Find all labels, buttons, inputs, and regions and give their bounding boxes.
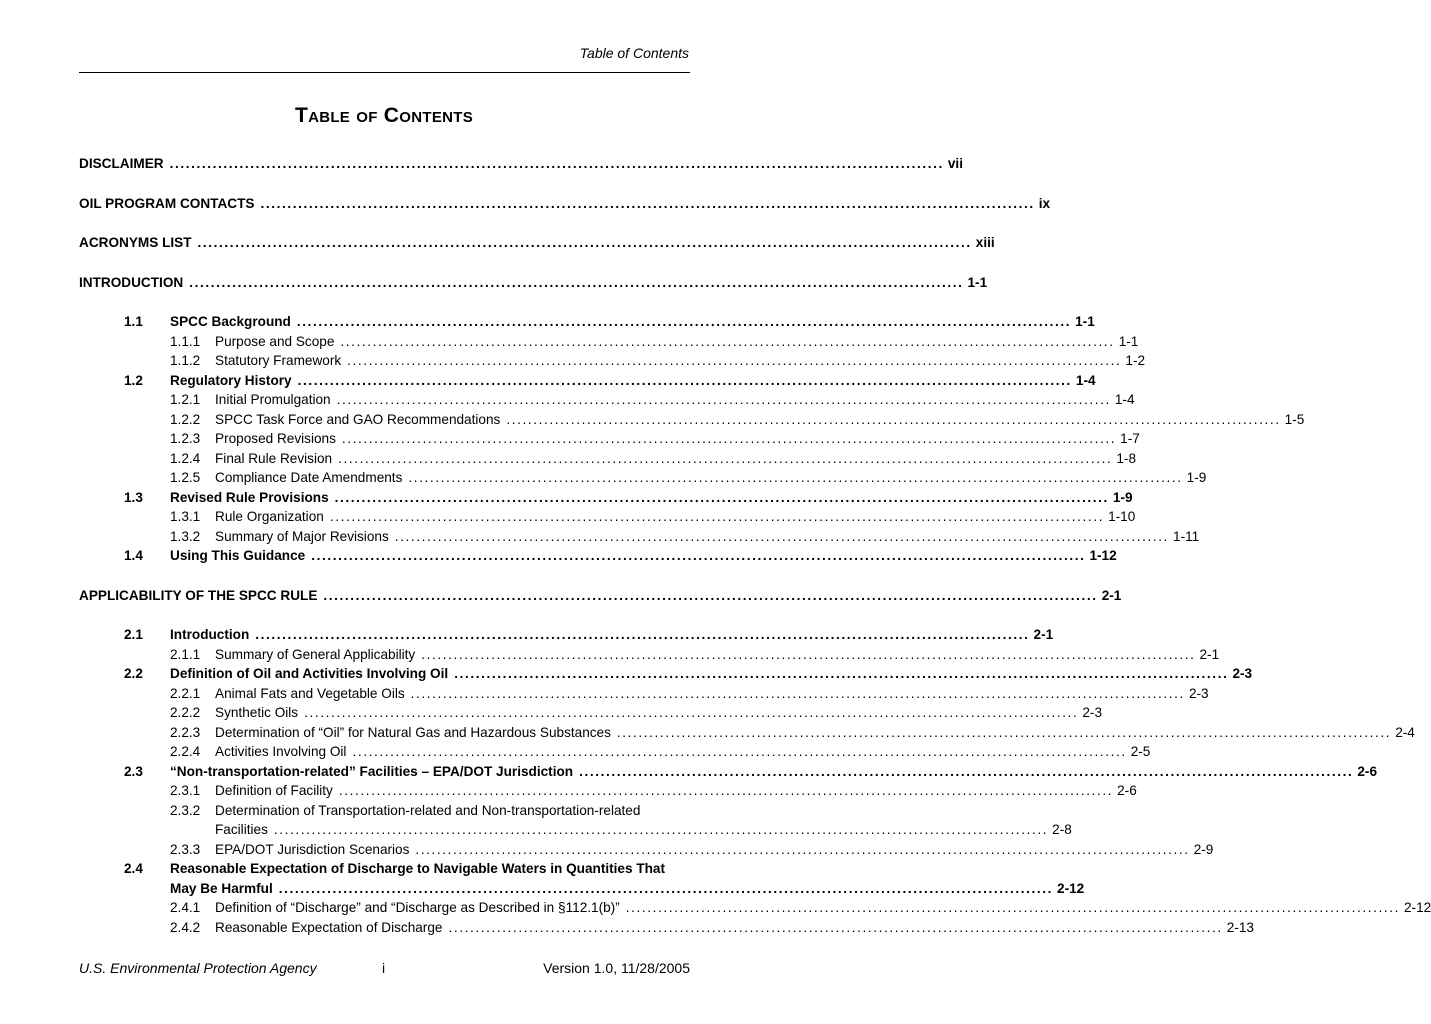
toc-page-number: 1-1 [1075, 314, 1095, 329]
section-number: 1.3 [124, 489, 143, 505]
toc-entry-text: Reasonable Expectation of Discharge [215, 919, 443, 935]
toc-page-number: 1-7 [1120, 431, 1140, 446]
toc-entry-text: DISCLAIMER [79, 156, 164, 171]
toc-entry-text: Summary of Major Revisions [215, 528, 389, 544]
section-number: 1.3.2 [170, 528, 201, 544]
running-header-title: Table of Contents [579, 45, 689, 61]
toc-page-number: 2-6 [1357, 763, 1378, 779]
section-number: 1.3.1 [170, 509, 201, 524]
dot-leader: ................................................................................................................................................ [415, 841, 1190, 857]
toc-entry-text: Determination of “Oil” for Natural Gas and Hazardous Substances [215, 724, 611, 740]
section-number: 2.3 [124, 763, 143, 779]
dot-leader: ................................................................................................................................................ [297, 372, 1072, 388]
toc-entry-text: INTRODUCTION [79, 274, 184, 290]
toc-entry-text: OIL PROGRAM CONTACTS [79, 195, 255, 211]
toc-entry-1-1-2[interactable] [0, 351, 1146, 371]
toc-page-number: 2-1 [1033, 627, 1054, 642]
toc-entry-1-3[interactable] [0, 488, 1133, 508]
toc-entry-1-2-1[interactable] [0, 390, 1135, 410]
toc-page-number: 2-5 [1130, 744, 1151, 759]
dot-leader: ................................................................................................................................................ [334, 489, 1109, 505]
section-number: 2.3.1 [170, 783, 201, 798]
dot-leader: ................................................................................................................................................ [304, 705, 1079, 720]
toc-page-number: 1-5 [1284, 411, 1305, 427]
dot-leader: ................................................................................................................................................ [197, 235, 972, 250]
toc-entry-text: EPA/DOT Jurisdiction Scenarios [215, 841, 410, 857]
dot-leader: ................................................................................................................................................ [260, 195, 1035, 211]
toc-entry-1-2-3[interactable] [0, 429, 1140, 449]
toc-entry-text: Statutory Framework [215, 353, 342, 368]
toc-entry-2-3-1[interactable] [0, 781, 1137, 801]
toc-entry-2-1-1[interactable] [0, 645, 1220, 665]
footer-version: Version 1.0, 11/28/2005 [543, 960, 690, 976]
dot-leader: ................................................................................................................................................ [506, 411, 1281, 427]
toc-entry-first-line [0, 859, 768, 879]
toc-entry-text: SPCC Task Force and GAO Recommendations [215, 411, 501, 427]
toc-entry-1-2-2[interactable] [0, 410, 1305, 430]
toc-entry-disclaimer[interactable] [0, 154, 963, 174]
toc-entry-2-1[interactable] [0, 625, 1054, 645]
toc-entry-text: SPCC Background [170, 314, 291, 329]
section-number: 1.2.4 [170, 450, 201, 466]
toc-entry-text: Definition of Facility [215, 783, 333, 798]
dot-leader: ................................................................................................................................................ [579, 763, 1354, 779]
toc-entry-2-2[interactable] [0, 664, 1253, 684]
toc-entry-text: “Non-transportation-related” Facilities – EPA/DOT Jurisdiction [170, 763, 574, 779]
section-number: 1.4 [124, 548, 143, 563]
dot-leader: ................................................................................................................................................ [311, 548, 1086, 563]
toc-page-number: 2-4 [1395, 724, 1415, 740]
toc-page-number: 2-1 [1199, 646, 1220, 662]
toc-entry-text-continued: Facilities [215, 822, 268, 837]
toc-entry-2-4-1[interactable] [0, 898, 1431, 918]
toc-page-number: 2-3 [1188, 685, 1209, 701]
toc-entry-text: Proposed Revisions [215, 431, 336, 446]
toc-page-number: 1-4 [1114, 392, 1135, 407]
section-number: 2.1.1 [170, 646, 201, 662]
toc-page-number: 1-11 [1173, 528, 1200, 544]
toc-entry-2-4-2[interactable] [0, 918, 1254, 938]
toc-page-number: 2-3 [1082, 705, 1103, 720]
section-number: 2.2.3 [170, 724, 201, 740]
toc-entry-text: Definition of “Discharge” and “Discharge as Described in §112.1(b)” [215, 900, 620, 915]
toc-entry-2-4[interactable] [0, 859, 1085, 898]
page-title: Table of Contents [294, 104, 474, 127]
dot-leader: ................................................................................................................................................ [169, 156, 944, 171]
toc-entry-2-2-2[interactable] [0, 703, 1103, 723]
header-rule [79, 72, 690, 73]
dot-leader: ................................................................................................................................................ [255, 627, 1030, 642]
toc-entry-text: Introduction [170, 627, 250, 642]
toc-entry-text: Compliance Date Amendments [215, 470, 403, 485]
toc-entry-1-2[interactable] [0, 371, 1096, 391]
toc-page-number: 2-3 [1232, 666, 1253, 681]
dot-leader: ................................................................................................................................................ [347, 353, 1122, 368]
toc-page-number: 1-9 [1186, 470, 1207, 485]
toc-entry-text: Activities Involving Oil [215, 744, 347, 759]
section-number: 2.3.2 [170, 802, 201, 818]
toc-entry-2-3-3[interactable] [0, 840, 1214, 860]
section-number: 1.1.2 [170, 353, 201, 368]
section-number: 1.2.2 [170, 411, 201, 427]
dot-leader: ................................................................................................................................................ [338, 450, 1113, 466]
toc-page-number: 2-12 [1404, 900, 1431, 915]
section-number: 2.4.2 [170, 919, 201, 935]
toc-entry-text: Reasonable Expectation of Discharge to Navigable Waters in Quantities That [170, 861, 666, 876]
page-footer [79, 960, 690, 980]
toc-entry-text: ACRONYMS LIST [79, 235, 192, 250]
section-number: 1.2 [124, 372, 143, 388]
toc-entry-text-continued: May Be Harmful [170, 880, 273, 896]
section-number: 2.3.3 [170, 841, 201, 857]
section-number: 2.2 [124, 666, 143, 681]
dot-leader: ................................................................................................................................................ [296, 314, 1072, 329]
section-number: 2.2.2 [170, 705, 201, 720]
toc-entry-1-1-1[interactable] [0, 332, 1139, 352]
toc-page-number: 2-1 [1101, 587, 1122, 603]
toc-entry-1-1[interactable] [0, 312, 1095, 332]
section-number: 2.2.1 [170, 685, 201, 701]
toc-entry-2-2-3[interactable] [0, 723, 1415, 743]
dot-leader: ................................................................................................................................................ [273, 822, 1049, 837]
toc-entry-1-3-1[interactable] [0, 507, 1136, 527]
dot-leader: ................................................................................................................................................ [394, 528, 1170, 544]
toc-page-number: 1-1 [967, 274, 988, 290]
dot-leader: ................................................................................................................................................ [340, 333, 1115, 349]
toc-page-number: ix [1038, 195, 1051, 211]
toc-page-number: 1-8 [1116, 450, 1137, 466]
toc-entry-text: Rule Organization [215, 509, 324, 524]
dot-leader: ................................................................................................................................................ [625, 900, 1400, 915]
toc-page-number: 1-4 [1075, 372, 1096, 388]
section-number: 1.2.3 [170, 431, 201, 446]
dot-leader: ................................................................................................................................................ [189, 274, 964, 290]
toc-entry-first-line [0, 801, 768, 821]
toc-entry-text: APPLICABILITY OF THE SPCC RULE [79, 587, 318, 603]
footer-agency: U.S. Environmental Protection Agency [79, 960, 317, 976]
section-number: 1.2.5 [170, 470, 201, 485]
toc-page-number: 1-2 [1125, 353, 1146, 368]
dot-leader: ................................................................................................................................................ [616, 724, 1392, 740]
section-number: 1.1.1 [170, 333, 201, 349]
dot-leader: ................................................................................................................................................ [410, 685, 1185, 701]
toc-page-number: 1-12 [1089, 548, 1117, 563]
toc-page-number: 2-8 [1052, 822, 1072, 837]
toc-entry-text: Synthetic Oils [215, 705, 299, 720]
dot-leader: ................................................................................................................................................ [329, 509, 1105, 524]
toc-entry-introduction[interactable] [0, 273, 988, 293]
toc-page-number: 2-13 [1226, 919, 1254, 935]
toc-page-number: xiii [975, 235, 995, 250]
toc-entry-1-4[interactable] [0, 546, 1117, 566]
toc-entry-text: Using This Guidance [170, 548, 306, 563]
toc-entry-2-3-2[interactable] [0, 801, 1072, 840]
dot-leader: ................................................................................................................................................ [278, 880, 1054, 896]
dot-leader: ................................................................................................................................................ [338, 783, 1114, 798]
toc-page-number: 1-10 [1108, 509, 1136, 524]
section-number: 2.2.4 [170, 744, 201, 759]
section-number: 2.4 [124, 861, 143, 876]
toc-entry-text: Summary of General Applicability [215, 646, 416, 662]
toc-entry-oil-program-contacts[interactable] [0, 194, 1051, 214]
toc-entry-text: Regulatory History [170, 372, 292, 388]
toc-entry-text: Revised Rule Provisions [170, 489, 329, 505]
toc-page-number: 2-12 [1057, 880, 1085, 896]
toc-page-number: vii [947, 156, 963, 171]
toc-page-number: 2-6 [1117, 783, 1137, 798]
toc-entry-2-2-4[interactable] [0, 742, 1151, 762]
toc-entry-1-2-4[interactable] [0, 449, 1137, 469]
toc-entry-text: Definition of Oil and Activities Involving Oil [170, 666, 449, 681]
toc-entry-2-2-1[interactable] [0, 684, 1209, 704]
dot-leader: ................................................................................................................................................ [454, 666, 1229, 681]
toc-entry-2-3[interactable] [0, 762, 1378, 782]
dot-leader: ................................................................................................................................................ [421, 646, 1196, 662]
dot-leader: ................................................................................................................................................ [352, 744, 1127, 759]
dot-leader: ................................................................................................................................................ [341, 431, 1117, 446]
toc-entry-text: Animal Fats and Vegetable Oils [215, 685, 405, 701]
toc-entry-continuation [0, 820, 1072, 840]
footer-page-number: i [382, 960, 386, 976]
dot-leader: ................................................................................................................................................ [336, 392, 1111, 407]
dot-leader: ................................................................................................................................................ [408, 470, 1183, 485]
toc-entry-1-2-5[interactable] [0, 468, 1207, 488]
toc-entry-continuation [0, 879, 1085, 899]
toc-page-number: 2-9 [1193, 841, 1214, 857]
toc-entry-text: Final Rule Revision [215, 450, 333, 466]
toc-entry-acronyms-list[interactable] [0, 233, 995, 253]
toc-entry-1-3-2[interactable] [0, 527, 1200, 547]
toc-entry-applicability[interactable] [0, 586, 1122, 606]
toc-entry-text: Determination of Transportation-related and Non-transportation-related [215, 802, 641, 818]
table-of-contents [0, 152, 1431, 935]
toc-entry-text: Initial Promulgation [215, 392, 331, 407]
toc-entry-text: Purpose and Scope [215, 333, 335, 349]
section-number: 1.1 [124, 314, 143, 329]
dot-leader: ................................................................................................................................................ [323, 587, 1098, 603]
dot-leader: ................................................................................................................................................ [448, 919, 1223, 935]
section-number: 1.2.1 [170, 392, 201, 407]
toc-page-number: 1-9 [1112, 489, 1133, 505]
section-number: 2.1 [124, 627, 143, 642]
section-number: 2.4.1 [170, 900, 201, 915]
toc-page-number: 1-1 [1118, 333, 1139, 349]
